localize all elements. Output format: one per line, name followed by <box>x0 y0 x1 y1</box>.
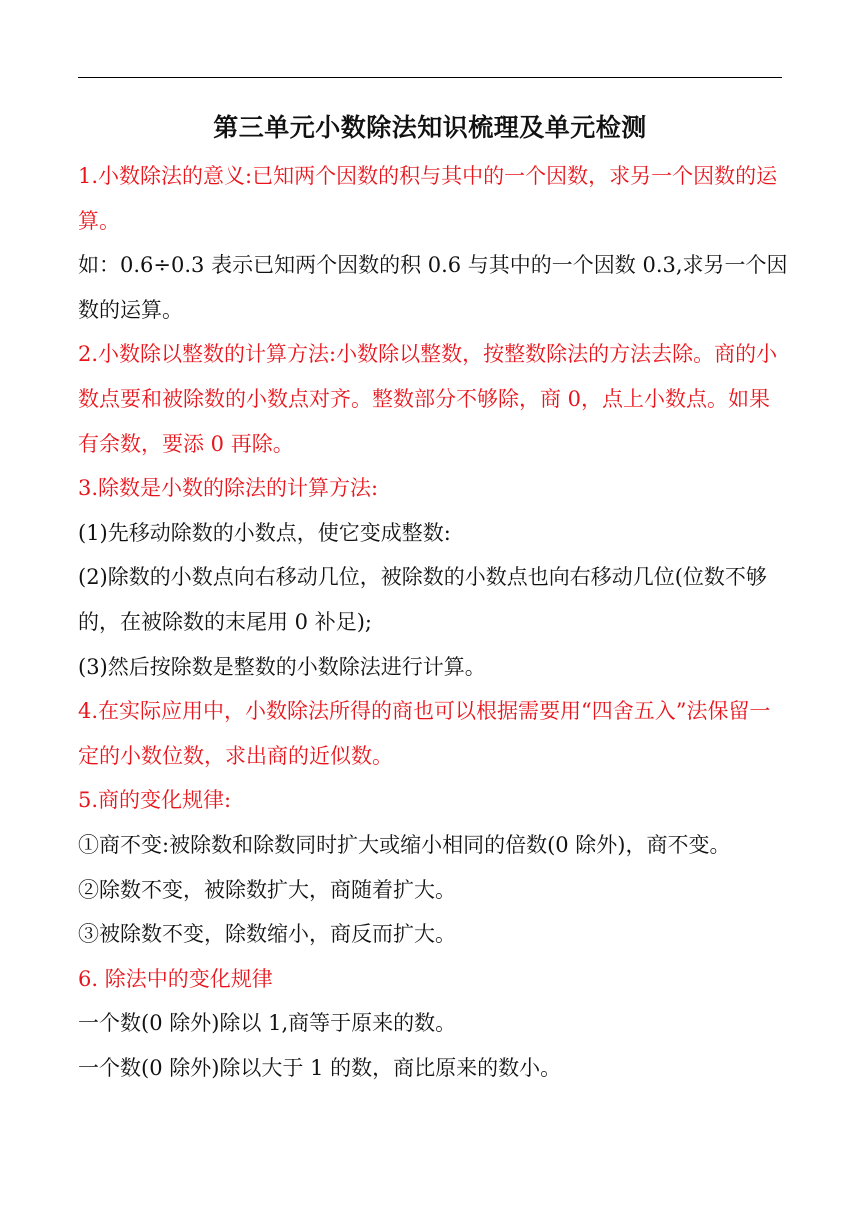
paragraph-15: 一个数(0 除外)除以大于 1 的数，商比原来的数小。 <box>78 1055 562 1080</box>
document-body <box>78 154 790 1090</box>
paragraph-11: ②除数不变，被除数扩大，商随着扩大。 <box>78 877 456 902</box>
paragraph-4: 3.除数是小数的除法的计算方法: <box>78 476 379 501</box>
paragraph-3: 2.小数除以整数的计算方法:小数除以整数，按整数除法的方法去除。商的小数点要和被除数的小数点对齐。整数部分不够除，商 0，点上小数点。如果有余数，要添 0 再除。 <box>78 342 778 456</box>
header-rule <box>78 77 782 78</box>
paragraph-13: 6. 除法中的变化规律 <box>78 966 273 991</box>
paragraph-6: (2)除数的小数点向右移动几位，被除数的小数点也向右移动几位(位数不够的，在被除数的末尾用 0 补足); <box>78 565 767 634</box>
paragraph-8: 4.在实际应用中，小数除法所得的商也可以根据需要用“四舍五入”法保留一定的小数位数，求出商的近似数。 <box>78 699 771 768</box>
paragraph-9: 5.商的变化规律: <box>78 788 232 813</box>
paragraph-1: 1.小数除法的意义:已知两个因数的积与其中的一个因数，求另一个因数的运算。 <box>78 164 778 233</box>
paragraph-14: 一个数(0 除外)除以 1,商等于原来的数。 <box>78 1011 457 1036</box>
paragraph-10: ①商不变:被除数和除数同时扩大或缩小相同的倍数(0 除外)，商不变。 <box>78 832 731 857</box>
paragraph-7: (3)然后按除数是整数的小数除法进行计算。 <box>78 654 486 679</box>
paragraph-2: 如：0.6÷0.3 表示已知两个因数的积 0.6 与其中的一个因数 0.3,求另一个因数的运算。 <box>78 253 788 322</box>
paragraph-5: (1)先移动除数的小数点，使它变成整数: <box>78 520 451 545</box>
page-title: 第三单元小数除法知识梳理及单元检测 <box>213 113 647 142</box>
paragraph-12: ③被除数不变，除数缩小，商反而扩大。 <box>78 922 456 947</box>
